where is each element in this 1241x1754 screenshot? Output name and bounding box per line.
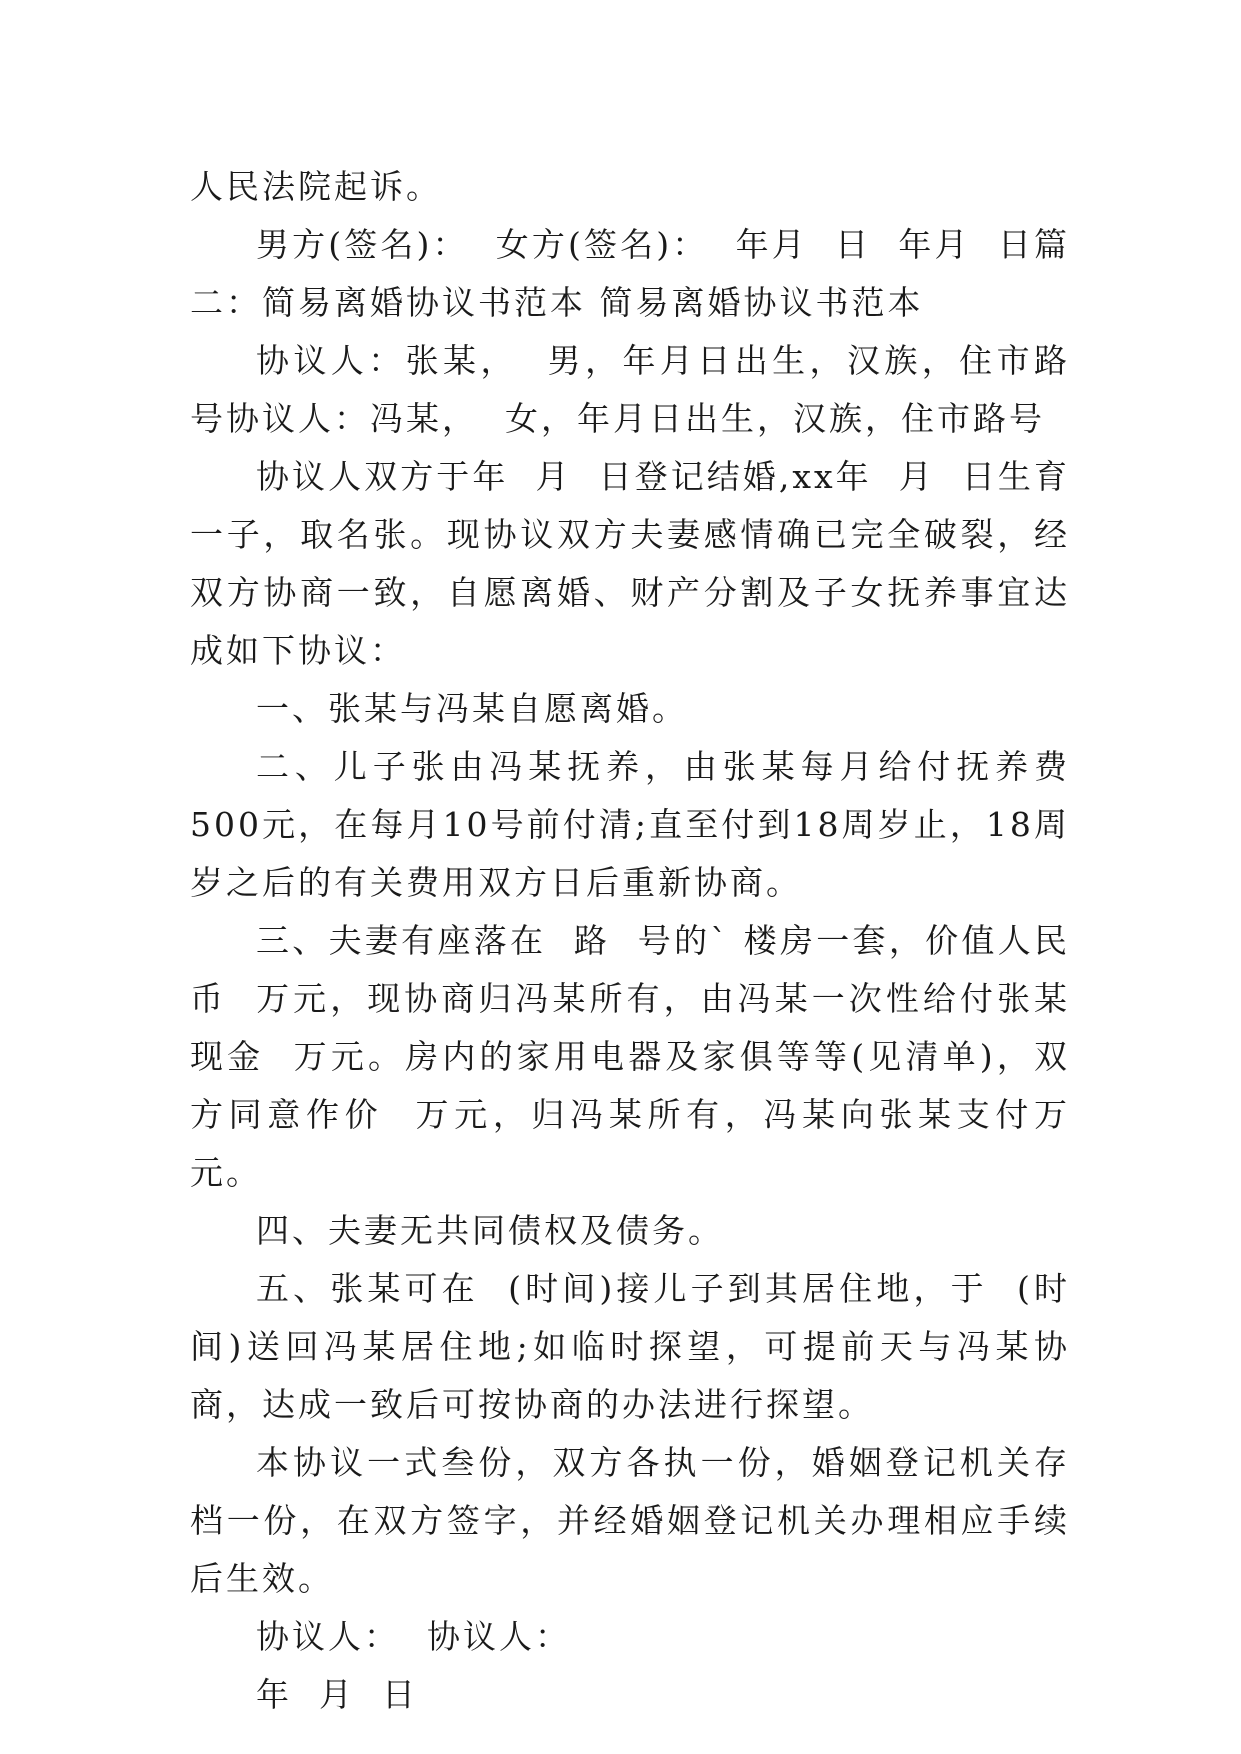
paragraph-copies-effect: 本协议一式叁份，双方各执一份，婚姻登记机关存档一份，在双方签字，并经婚姻登记机关办理相应手续后生效。 bbox=[190, 1443, 1070, 1598]
document-body bbox=[190, 158, 1070, 1724]
signature-line: 协议人： 协议人： bbox=[256, 1617, 571, 1656]
paragraph-signatures-and-title: 男方(签名)： 女方(签名)： 年月 日 年月 日篇二：简易离婚协议书范本 简易离婚协议书范本 bbox=[190, 225, 1070, 322]
paragraph-court-filing: 人民法院起诉。 bbox=[190, 167, 442, 206]
clause-three-property: 三、夫妻有座落在 路 号的` 楼房一套，价值人民币 万元，现协商归冯某所有，由冯某一次性给付张某现金 万元。房内的家用电器及家俱等等(见清单)，双方同意作价 万元，归冯某所有，冯某向张某支付万元。 bbox=[190, 921, 1070, 1192]
paragraph-parties: 协议人：张某， 男，年月日出生，汉族，住市路号协议人：冯某， 女，年月日出生，汉族，住市路号 bbox=[190, 341, 1070, 438]
paragraph-marriage-background: 协议人双方于年 月 日登记结婚,xx年 月 日生育一子，取名张。现协议双方夫妻感情确已完全破裂，经双方协商一致，自愿离婚、财产分割及子女抚养事宜达成如下协议： bbox=[190, 457, 1070, 670]
clause-four-debts: 四、夫妻无共同债权及债务。 bbox=[256, 1211, 724, 1250]
date-line: 年 月 日 bbox=[256, 1675, 418, 1714]
clause-five-visitation: 五、张某可在 (时间)接儿子到其居住地，于 (时间)送回冯某居住地;如临时探望，可提前天与冯某协商，达成一致后可按协商的办法进行探望。 bbox=[190, 1269, 1070, 1424]
clause-two-child-support: 二、儿子张由冯某抚养，由张某每月给付抚养费500元，在每月10号前付清;直至付到18周岁止，18周岁之后的有关费用双方日后重新协商。 bbox=[190, 747, 1070, 902]
clause-one-divorce: 一、张某与冯某自愿离婚。 bbox=[256, 689, 688, 728]
